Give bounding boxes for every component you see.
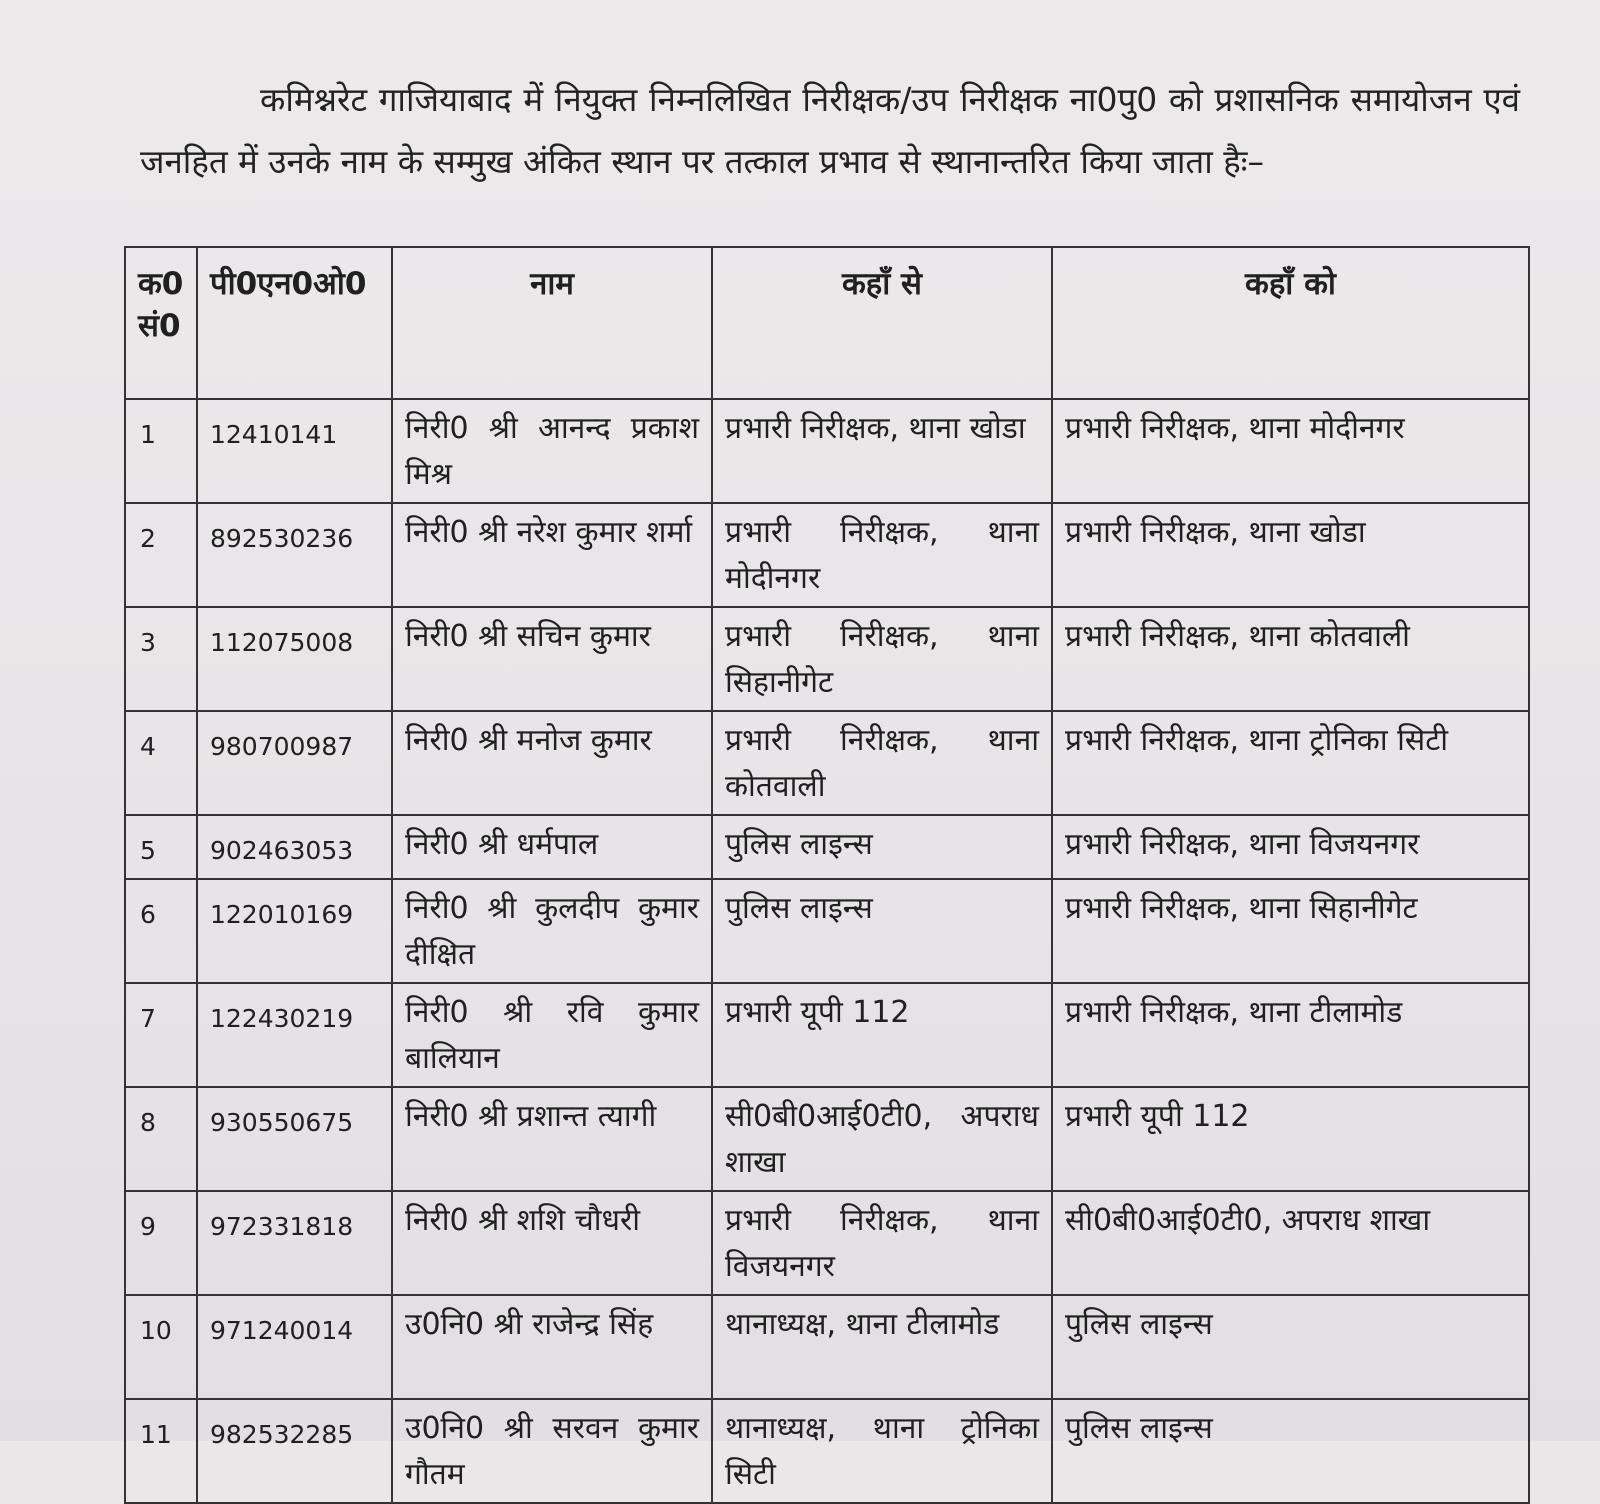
serial-cell: 7 (125, 983, 197, 1087)
table-row (125, 607, 1529, 711)
table-header-row (125, 247, 1529, 399)
table-row (125, 879, 1529, 983)
pno-cell: 112075008 (197, 607, 392, 711)
header-serial: क0 सं0 (125, 247, 197, 399)
from-cell: पुलिस लाइन्स (712, 815, 1052, 879)
to-cell: पुलिस लाइन्स (1052, 1399, 1529, 1503)
name-cell: निरी0 श्री मनोज कुमार (392, 711, 712, 815)
serial-cell: 4 (125, 711, 197, 815)
from-cell: प्रभारी निरीक्षक, थाना कोतवाली (712, 711, 1052, 815)
table-row (125, 1399, 1529, 1503)
pno-cell: 972331818 (197, 1191, 392, 1295)
from-cell: प्रभारी यूपी 112 (712, 983, 1052, 1087)
to-cell: पुलिस लाइन्स (1052, 1295, 1529, 1399)
to-cell: प्रभारी निरीक्षक, थाना विजयनगर (1052, 815, 1529, 879)
name-cell: निरी0 श्री कुलदीप कुमार दीक्षित (392, 879, 712, 983)
name-cell: निरी0 श्री रवि कुमार बालियान (392, 983, 712, 1087)
to-cell: सी0बी0आई0टी0, अपराध शाखा (1052, 1191, 1529, 1295)
header-from: कहाँ से (712, 247, 1052, 399)
from-cell: थानाध्यक्ष, थाना टीलामोड (712, 1295, 1052, 1399)
table-row (125, 399, 1529, 503)
pno-cell: 982532285 (197, 1399, 392, 1503)
header-to: कहाँ को (1052, 247, 1529, 399)
table-row (125, 1087, 1529, 1191)
serial-cell: 10 (125, 1295, 197, 1399)
from-cell: पुलिस लाइन्स (712, 879, 1052, 983)
serial-cell: 11 (125, 1399, 197, 1503)
name-cell: उ0नि0 श्री राजेन्द्र सिंह (392, 1295, 712, 1399)
header-name: नाम (392, 247, 712, 399)
pno-cell: 892530236 (197, 503, 392, 607)
serial-cell: 3 (125, 607, 197, 711)
to-cell: प्रभारी निरीक्षक, थाना मोदीनगर (1052, 399, 1529, 503)
to-cell: प्रभारी निरीक्षक, थाना खोडा (1052, 503, 1529, 607)
pno-cell: 122010169 (197, 879, 392, 983)
table-row (125, 503, 1529, 607)
serial-cell: 5 (125, 815, 197, 879)
name-cell: निरी0 श्री सचिन कुमार (392, 607, 712, 711)
table-row (125, 815, 1529, 879)
header-pno: पी0एन0ओ0 (197, 247, 392, 399)
pno-cell: 971240014 (197, 1295, 392, 1399)
to-cell: प्रभारी निरीक्षक, थाना टीलामोड (1052, 983, 1529, 1087)
to-cell: प्रभारी निरीक्षक, थाना कोतवाली (1052, 607, 1529, 711)
serial-cell: 9 (125, 1191, 197, 1295)
intro-paragraph: कमिश्नरेट गाजियाबाद में नियुक्त निम्नलिखित निरीक्षक/उप निरीक्षक ना0पु0 को प्रशासनिक समायोजन एवं जनहित में उनके नाम के सम्मुख अंकित स्थान पर तत्काल प्रभाव से स्थानान्तरित किया जाता हैः– (140, 80, 1520, 181)
serial-cell: 6 (125, 879, 197, 983)
table-row (125, 711, 1529, 815)
name-cell: निरी0 श्री नरेश कुमार शर्मा (392, 503, 712, 607)
pno-cell: 12410141 (197, 399, 392, 503)
to-cell: प्रभारी यूपी 112 (1052, 1087, 1529, 1191)
serial-cell: 1 (125, 399, 197, 503)
table-row (125, 1191, 1529, 1295)
to-cell: प्रभारी निरीक्षक, थाना सिहानीगेट (1052, 879, 1529, 983)
serial-cell: 8 (125, 1087, 197, 1191)
name-cell: उ0नि0 श्री सरवन कुमार गौतम (392, 1399, 712, 1503)
name-cell: निरी0 श्री शशि चौधरी (392, 1191, 712, 1295)
from-cell: प्रभारी निरीक्षक, थाना खोडा (712, 399, 1052, 503)
table-row (125, 983, 1529, 1087)
from-cell: थानाध्यक्ष, थाना ट्रोनिका सिटी (712, 1399, 1052, 1503)
name-cell: निरी0 श्री प्रशान्त त्यागी (392, 1087, 712, 1191)
pno-cell: 980700987 (197, 711, 392, 815)
from-cell: प्रभारी निरीक्षक, थाना सिहानीगेट (712, 607, 1052, 711)
from-cell: प्रभारी निरीक्षक, थाना विजयनगर (712, 1191, 1052, 1295)
pno-cell: 902463053 (197, 815, 392, 879)
pno-cell: 122430219 (197, 983, 392, 1087)
transfer-table (124, 246, 1530, 1504)
from-cell: सी0बी0आई0टी0, अपराध शाखा (712, 1087, 1052, 1191)
serial-cell: 2 (125, 503, 197, 607)
from-cell: प्रभारी निरीक्षक, थाना मोदीनगर (712, 503, 1052, 607)
name-cell: निरी0 श्री आनन्द प्रकाश मिश्र (392, 399, 712, 503)
pno-cell: 930550675 (197, 1087, 392, 1191)
table-row (125, 1295, 1529, 1399)
to-cell: प्रभारी निरीक्षक, थाना ट्रोनिका सिटी (1052, 711, 1529, 815)
name-cell: निरी0 श्री धर्मपाल (392, 815, 712, 879)
